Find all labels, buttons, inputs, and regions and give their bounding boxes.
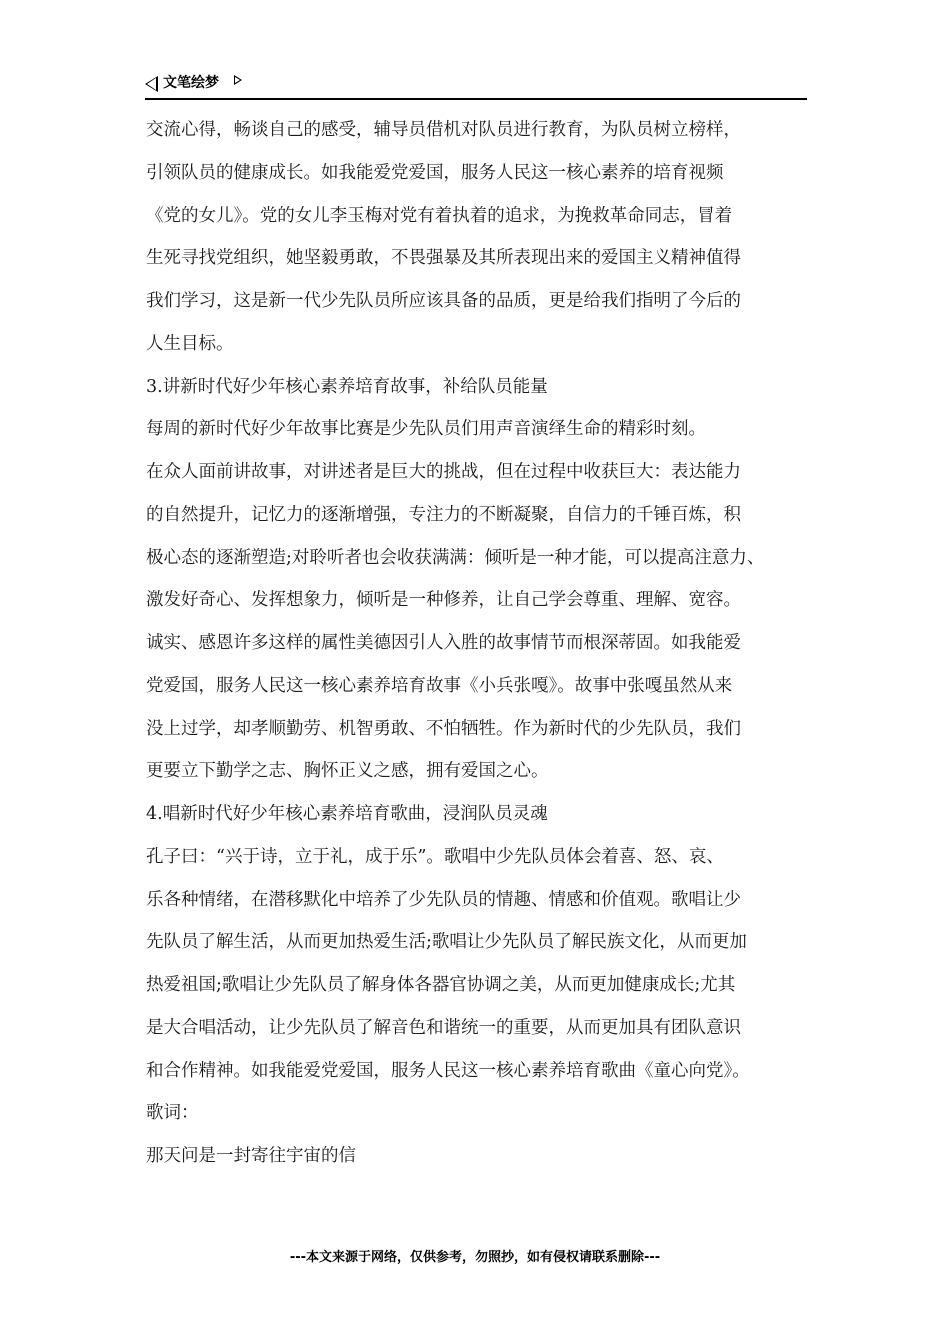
body-line: 《党的女儿》。党的女儿李玉梅对党有着执着的追求，为挽救革命同志，冒着: [146, 205, 733, 226]
body-line: 是大合唱活动，让少先队员了解音色和谐统一的重要，从而更加具有团队意识: [146, 1017, 741, 1038]
triangle-left-icon: [145, 76, 158, 92]
body-line: 党爱国，服务人民这一核心素养培育故事《小兵张嘎》。故事中张嘎虽然从来: [146, 675, 733, 696]
body-line: 孔子曰：“兴于诗，立于礼，成于乐”。歌唱中少先队员体会着喜、怒、哀、: [146, 846, 724, 867]
document-body: [146, 109, 826, 1178]
body-line: 在众人面前讲故事，对讲述者是巨大的挑战，但在过程中收获巨大：表达能力: [146, 462, 741, 482]
body-line: 那天问是一封寄往宇宙的信: [146, 1146, 356, 1166]
body-line: 我们学习，这是新一代少先队员所应该具备的品质，更是给我们指明了今后的: [146, 291, 741, 311]
footer-disclaimer: ---本文来源于网络，仅供参考，勿照抄，如有侵权请联系删除---: [289, 1250, 661, 1265]
section-heading: 3.讲新时代好少年核心素养培育故事，补给队员能量: [146, 376, 548, 397]
body-line: 热爱祖国;歌唱让少先队员了解身体各器官协调之美，从而更加健康成长;尤其: [146, 975, 736, 995]
page-header: [145, 72, 807, 100]
body-line: 生死寻找党组织，她坚毅勇敢，不畏强暴及其所表现出来的爱国主义精神值得: [146, 248, 741, 269]
body-line: 更要立下勤学之志、胸怀正义之感，拥有爱国之心。: [146, 761, 549, 782]
body-line: 和合作精神。如我能爱党爱国，服务人民这一核心素养培育歌曲《童心向党》。: [146, 1060, 750, 1081]
body-line: 没上过学，却孝顺勤劳、机智勇敢、不怕牺牲。作为新时代的少先队员，我们: [146, 718, 741, 739]
section-heading: 4.唱新时代好少年核心素养培育歌曲，浸润队员灵魂: [146, 804, 548, 824]
body-line: 人生目标。: [146, 333, 234, 354]
body-line: 乐各种情绪，在潜移默化中培养了少先队员的情趣、情感和价值观。歌唱让少: [146, 889, 741, 910]
body-line: 交流心得，畅谈自己的感受，辅导员借机对队员进行教育，为队员树立榜样，: [146, 120, 741, 140]
body-line: 每周的新时代好少年故事比赛是少先队员们用声音演绎生命的精彩时刻。: [146, 419, 706, 440]
body-line: 歌词：: [146, 1103, 199, 1124]
body-line: 极心态的逐渐塑造;对聆听者也会收获满满：倾听是一种才能，可以提高注意力、: [146, 547, 765, 568]
body-line: 诚实、感恩许多这样的属性美德因引人入胜的故事情节而根深蒂固。如我能爱: [146, 633, 741, 653]
body-line: 的自然提升，记忆力的逐渐增强，专注力的不断凝聚，自信力的千锤百炼，积: [146, 504, 741, 525]
body-line: 激发好奇心、发挥想象力，倾听是一种修养，让自己学会尊重、理解、宽容。: [146, 590, 741, 611]
header-title: 文笔绘梦: [163, 75, 219, 91]
body-line: 先队员了解生活，从而更加热爱生活;歌唱让少先队员了解民族文化，从而更加: [146, 932, 747, 953]
body-line: 引领队员的健康成长。如我能爱党爱国，服务人民这一核心素养的培育视频: [146, 162, 724, 183]
triangle-right-icon: [234, 75, 242, 85]
